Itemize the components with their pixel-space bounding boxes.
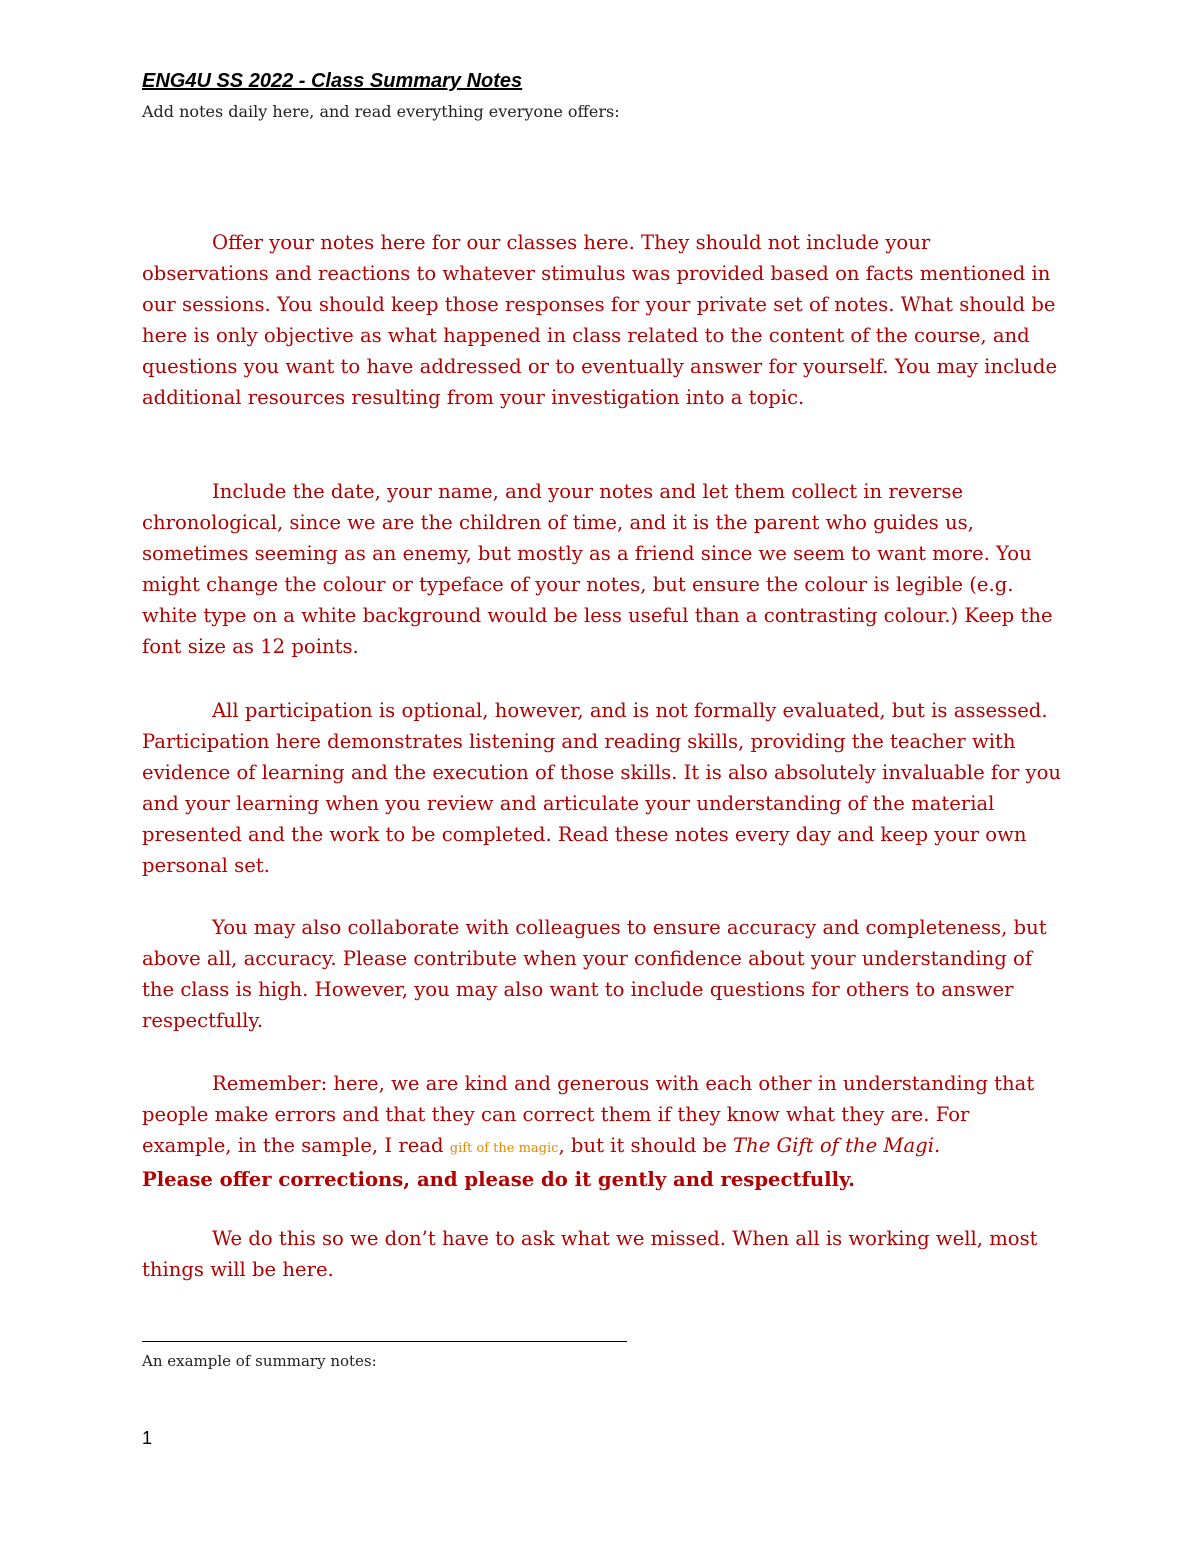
paragraph-include-date bbox=[142, 476, 1062, 662]
correct-title-example: The Gift of the Magi. bbox=[733, 1134, 941, 1157]
paragraph-why bbox=[142, 1223, 1062, 1285]
wrong-title-example: gift of the magic bbox=[449, 1141, 559, 1156]
paragraph-collaborate bbox=[142, 912, 1062, 1036]
paragraph-collaborate-text: You may also collaborate with colleagues to ensure accuracy and completeness, but above all, accuracy. Please contribute when your confidence about your understanding of the class is high. However, you may also want to include questions for others to answer respectfully. bbox=[142, 916, 1047, 1032]
paragraph-include-date-text: Include the date, your name, and your notes and let them collect in reverse chronological, since we are the children of time, and it is the parent who guides us, sometimes seeming as an enemy, but mostly as a friend since we seem to want more. You might change the colour or typeface of your notes, but ensure the colour is legible (e.g. white type on a white background would be less useful than a contrasting colour.) Keep the font size as 12 points. bbox=[142, 480, 1053, 658]
paragraph-remember-text: Remember: here, we are kind and generous with each other in understanding that people make errors and that they can correct them if they know what they are. For example, in the sample, I read bbox=[142, 1072, 1035, 1157]
paragraph-participation-text: All participation is optional, however, and is not formally evaluated, but is assessed. Participation here demonstrates listening and reading skills, providing the teacher with evidence of learning and the execution of those skills. It is also absolutely invaluable for you and your learning when you review and articulate your understanding of the material presented and the work to be completed. Read these notes every day and keep your own personal set. bbox=[142, 699, 1062, 877]
paragraph-remember-middle: , but it should be bbox=[558, 1134, 734, 1157]
footnote-separator bbox=[142, 1341, 627, 1342]
paragraph-participation bbox=[142, 695, 1062, 881]
page-number: 1 bbox=[142, 1428, 153, 1448]
footnote-text: An example of summary notes: bbox=[142, 1352, 377, 1370]
paragraph-remember bbox=[142, 1068, 1062, 1195]
paragraph-offer-notes-text: Offer your notes here for our classes here. They should not include your observations and reactions to whatever stimulus was provided based on facts mentioned in our sessions. You should keep those responses for your private set of notes. What should be here is only objective as what happened in class related to the content of the course, and questions you want to have addressed or to eventually answer for yourself. You may include additional resources resulting from your investigation into a topic. bbox=[142, 231, 1058, 409]
document-title: ENG4U SS 2022 - Class Summary Notes bbox=[142, 70, 523, 92]
paragraph-why-text: We do this so we don’t have to ask what we missed. When all is working well, most things will be here. bbox=[142, 1227, 1038, 1281]
paragraph-offer-notes bbox=[142, 227, 1062, 413]
document-subtitle: Add notes daily here, and read everything everyone offers: bbox=[142, 102, 620, 121]
corrections-request: Please offer corrections, and please do it gently and respectfully. bbox=[142, 1168, 855, 1191]
